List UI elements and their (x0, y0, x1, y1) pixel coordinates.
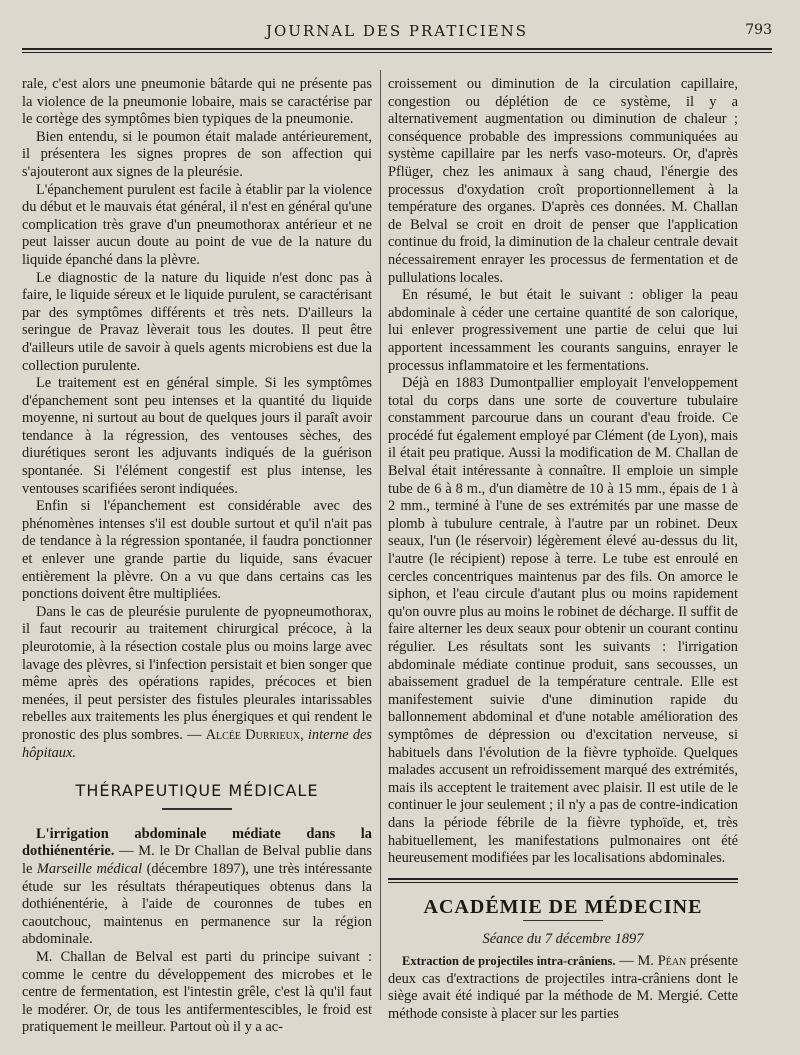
section-title: THÉRAPEUTIQUE MÉDICALE (75, 781, 319, 801)
page-number: 793 (745, 22, 772, 38)
paragraph: rale, c'est alors une pneumonie bâtarde qui ne présente pas la violence de la pneumonie lobaire, mais se caractérise par le cortège des symptômes bien typiques de la pneumonie. (22, 76, 372, 128)
article-text: (décembre 1897), une très intéressante étude sur les résultats thérapeutiques obtenus dans la dothiénentérie, à l'aide de couronnes de tubes en caoutchouc, maintenus en permanence sur la région abdominale. (22, 860, 372, 948)
paragraph (22, 604, 372, 762)
paragraph: croissement ou diminution de la circulation capillaire, congestion ou déplétion de ce système, il y a alternativement augmentation ou diminution de chaleur ; conséquence probable des impressions communiquées au système capillaire par les nerfs vaso-moteurs. Or, d'après Pflüger, chez les animaux à sang chaud, l'énergie des processus d'oxydation croît proportionnellement à la température des organes. D'après ces données. M. Challan de Belval se croit en droit de penser que l'application continue du froid, la diminution de la chaleur centrale devait nécessairement enrayer les processus de fermentation et de pullulations locales. (388, 76, 738, 286)
signature-name: Alcée Durrieux, (205, 726, 304, 743)
academy-paragraph (388, 953, 738, 1023)
section-rule (162, 808, 232, 810)
paragraph: Déjà en 1883 Dumontpallier employait l'enveloppement total du corps dans une sorte de couverture tubulaire constamment parcourue dans un courant d'eau froide. Ce procédé fut également employé par Clément (de Lyon), mais il était peu pratique. Aussi la modification de M. Challan de Belval était intéressante à connaître. Il emploie un simple tube de 6 à 8 m., d'un diamètre de 10 à 15 mm., épais de 1 à 2 mm., terminé à l'une de ses extrémités par une masse de plomb à tubulure centrale, à l'autre par un robinet. Deux seaux, l'un (le réservoir) légèrement élevé au-dessus du lit, l'autre (le récipient) repose à terre. Le tube est enroulé en cercles concentriques maintenus par des fils. On amorce le siphon, et l'eau circule d'autant plus ou moins rapidement qu'on ouvre plus au moins le robinet de décharge. Il suffit de faire alterner les deux seaux pour obtenir un courant continu régulier. Les résultats sont les suivants : l'irrigation abdominale médiate continue produit, sans secousses, un abaissement graduel de la température centrale. Elle est manifestement suivie d'une diminution rapide du ballonnement abdominal et d'une notable amélioration des symptômes de dépression ou d'excitation nerveuse, si habituels dans l'évolution de la fièvre typhoïde. Quelques malades accusent un refroidissement marqué des extrémités, mais ils acceptent le traitement avec plaisir. Il est utile de le continuer le jour seulement ; il n'y a pas de contre-indication dans la période fébrile de la fièvre typhoïde, et, très habituellement, les manifestations pulmonaires ont été heureusement modifiées par les localisations abdominales. (388, 375, 738, 867)
paragraph: L'épanchement purulent est facile à établir par la violence du début et le mauvais état général, il n'est en général qu'une complication très grave d'un pneumothorax antérieur et ne peut laisser aucun doute au point de vue de la nature du liquide épanché dans la plèvre. (22, 181, 372, 268)
session-date: Séance du 7 décembre 1897 (482, 931, 644, 948)
paragraph-text: Dans le cas de pleurésie purulente de pyopneumothorax, il faut recourir au traitement chirurgical précoce, à la pleurotomie, à la résection costale plus ou moins large avec lavage des plèvres, si l'infection persistait et bien songer que même après des opérations rapides, précoces et bien menées, il peut persister des fistules pleurales intarissables rebelles aux traitements les plus énergiques et qui rendent le pronostic des plus sombres. — (22, 603, 372, 743)
paragraph: Le traitement est en général simple. Si les symptômes d'épanchement sont peu intenses et la quantité du liquide moyenne, ni surtout au bout de quelques jours il paraît avoir tendance à la régression, des ventouses sèches, des diurétiques seront les adjuvants indiqués de la guérison spontanée. Si l'élément congestif est plus intense, les ventouses scarifiées seront indiquées. (22, 375, 372, 497)
paragraph: M. Challan de Belval est parti du principe suivant : comme le centre du développement des microbes et le centre de fermentation, est l'intestin grêle, c'est là qu'il faut le modérer. Or, de tous les antifermentescibles, le froid est pratiquement le meilleur. Partout où il y a ac- (22, 948, 372, 1036)
academy-heading: Extraction de projectiles intra-crâniens. (402, 953, 616, 968)
academy-title: ACADÉMIE DE MÉDECINE (423, 895, 703, 918)
academy-rule (523, 920, 603, 921)
paragraph: Le diagnostic de la nature du liquide n'est donc pas à faire, le liquide séreux et le liquide purulent, se caractérisant par des symptômes différents et très nets. D'ailleurs la seringue de Pravaz lèverait tous les doutes. Il peut être d'ailleurs utile de savoir à quels agents microbiens est due la collection purulente. (22, 269, 372, 374)
signature-role: interne des hôpitaux. (22, 726, 373, 761)
journal-title: JOURNAL DES PRATICIENS (265, 22, 529, 40)
paragraph: En résumé, le but était le suivant : obliger la peau abdominale à céder une certaine quantité de son calorique, lui enlever progressivement une partie de celui que lui apportent incessamment les courants sanguins, enrayer le processus inflammatoire et les fermentations. (388, 287, 738, 374)
academy-author: — M. Péan (615, 952, 687, 969)
article-title: L'irrigation abdominale médiate dans la dothiénentérie. (22, 825, 372, 860)
academy-text: présente deux cas d'extractions de projectiles intra-crâniens dont le siège avait été indiqué par la méthode de M. Mergié. Cette méthode consiste à placer sur les parties (388, 952, 739, 1022)
right-column (388, 76, 738, 1023)
section-divider (388, 878, 738, 883)
paragraph: Enfin si l'épanchement est considérable avec des phénomènes intenses s'il est double surtout et qu'il n'ait pas de tendance à la régression spontanée, il faudra ponctionner et enlever une grande partie du liquide, sans évacuer entièrement la plèvre. On a vu que dans certains cas les ponctions doivent être multipliées. (22, 498, 372, 603)
article-paragraph (22, 826, 372, 949)
column-separator (380, 70, 381, 1000)
paragraph: Bien entendu, si le poumon était malade antérieurement, il présentera les signes propres de son affection qui s'ajouteront aux signes de la pleurésie. (22, 128, 372, 180)
running-header (22, 22, 772, 46)
journal-name: Marseille médical (36, 860, 143, 877)
article-text: — M. le Dr Challan de Belval publie dans le (22, 843, 372, 877)
left-column (22, 76, 372, 1037)
header-rule (22, 48, 772, 53)
